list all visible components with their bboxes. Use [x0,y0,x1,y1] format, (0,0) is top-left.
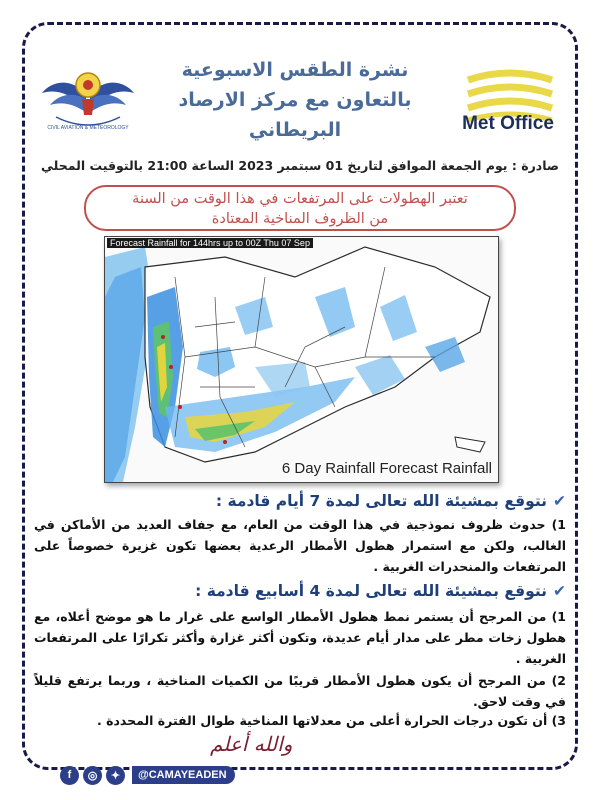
section-7-days-heading [216,492,566,510]
section-2-item-2: 2) من المرجح أن يكون هطول الأمطار قريبًا من الكميات المناخية ، وربما يرتفع قليلاً في وقت لاحق. [34,673,566,709]
bulletin-title [130,55,460,145]
aviation-emblem-icon [38,55,138,135]
checkmark-icon: ✔ [553,492,566,510]
instagram-icon[interactable]: ◎ [83,766,102,785]
section-1-title: نتوقع بمشيئة الله تعالى لمدة 7 أيام قادمة : [215,492,547,510]
section-4-weeks-heading [195,582,566,600]
facebook-icon[interactable]: f [60,766,79,785]
closing-signature: والله أعلم [210,732,293,756]
highlight-line-2: من الظروف المناخية المعتادة [211,211,389,227]
rainfall-forecast-map [104,236,499,483]
checkmark-icon: ✔ [553,582,566,600]
highlight-note [84,185,516,231]
social-handle[interactable]: @CAMAYEADEN [132,766,235,784]
highlight-line-1: تعتبر الهطولات على المرتفعات في هذا الوقت من السنة [132,191,468,207]
issue-date-line: صادرة : يوم الجمعة الموافق لتاريخ 01 سبتمبر 2023 الساعة 21:00 بالتوقيت المحلي [41,158,559,173]
map-title: Forecast Rainfall for 144hrs up to 00Z Thu 07 Sep [107,238,313,248]
title-line-2: بالتعاون مع مركز الارصاد البريطاني [178,89,412,141]
social-links [60,764,235,786]
yemen-rainfall-map [105,237,498,482]
section-1-item-1: 1) حدوث ظروف نموذجية في هذا الوقت من العام، مع جفاف العديد من الأماكن في الغالب، ولكن مع استمرار هطول الأمطار الرعدية بعضها تكون غزيرة خصوصاً على المرتفعات والمنحدرات الغربية . [34,517,566,574]
section-2-item-3: 3) أن تكون درجات الحرارة أعلى من معدلاتها المناخية طوال الفترة المحددة . [96,713,566,728]
map-caption: 6 Day Rainfall Forecast Rainfall [281,460,492,477]
twitter-icon[interactable]: ✦ [106,766,125,785]
section-2-item-1: 1) من المرجح أن يستمر نمط هطول الأمطار الواسع على غرار ما هو موضح أعلاه، مع هطول زخات مطر على مدار أيام عديدة، وتكون أكثر غزارة وأكثر تكرارًا على المرتفعات الغربية . [34,609,566,666]
met-office-wordmark: Met Office [462,113,554,134]
title-line-1: نشرة الطقس الاسبوعية [181,59,409,81]
section-2-title: نتوقع بمشيئة الله تعالى لمدة 4 أسابيع قادمة : [195,582,547,600]
svg-text:CIVIL AVIATION & METEOROLOGY: CIVIL AVIATION & METEOROLOGY [47,125,129,131]
